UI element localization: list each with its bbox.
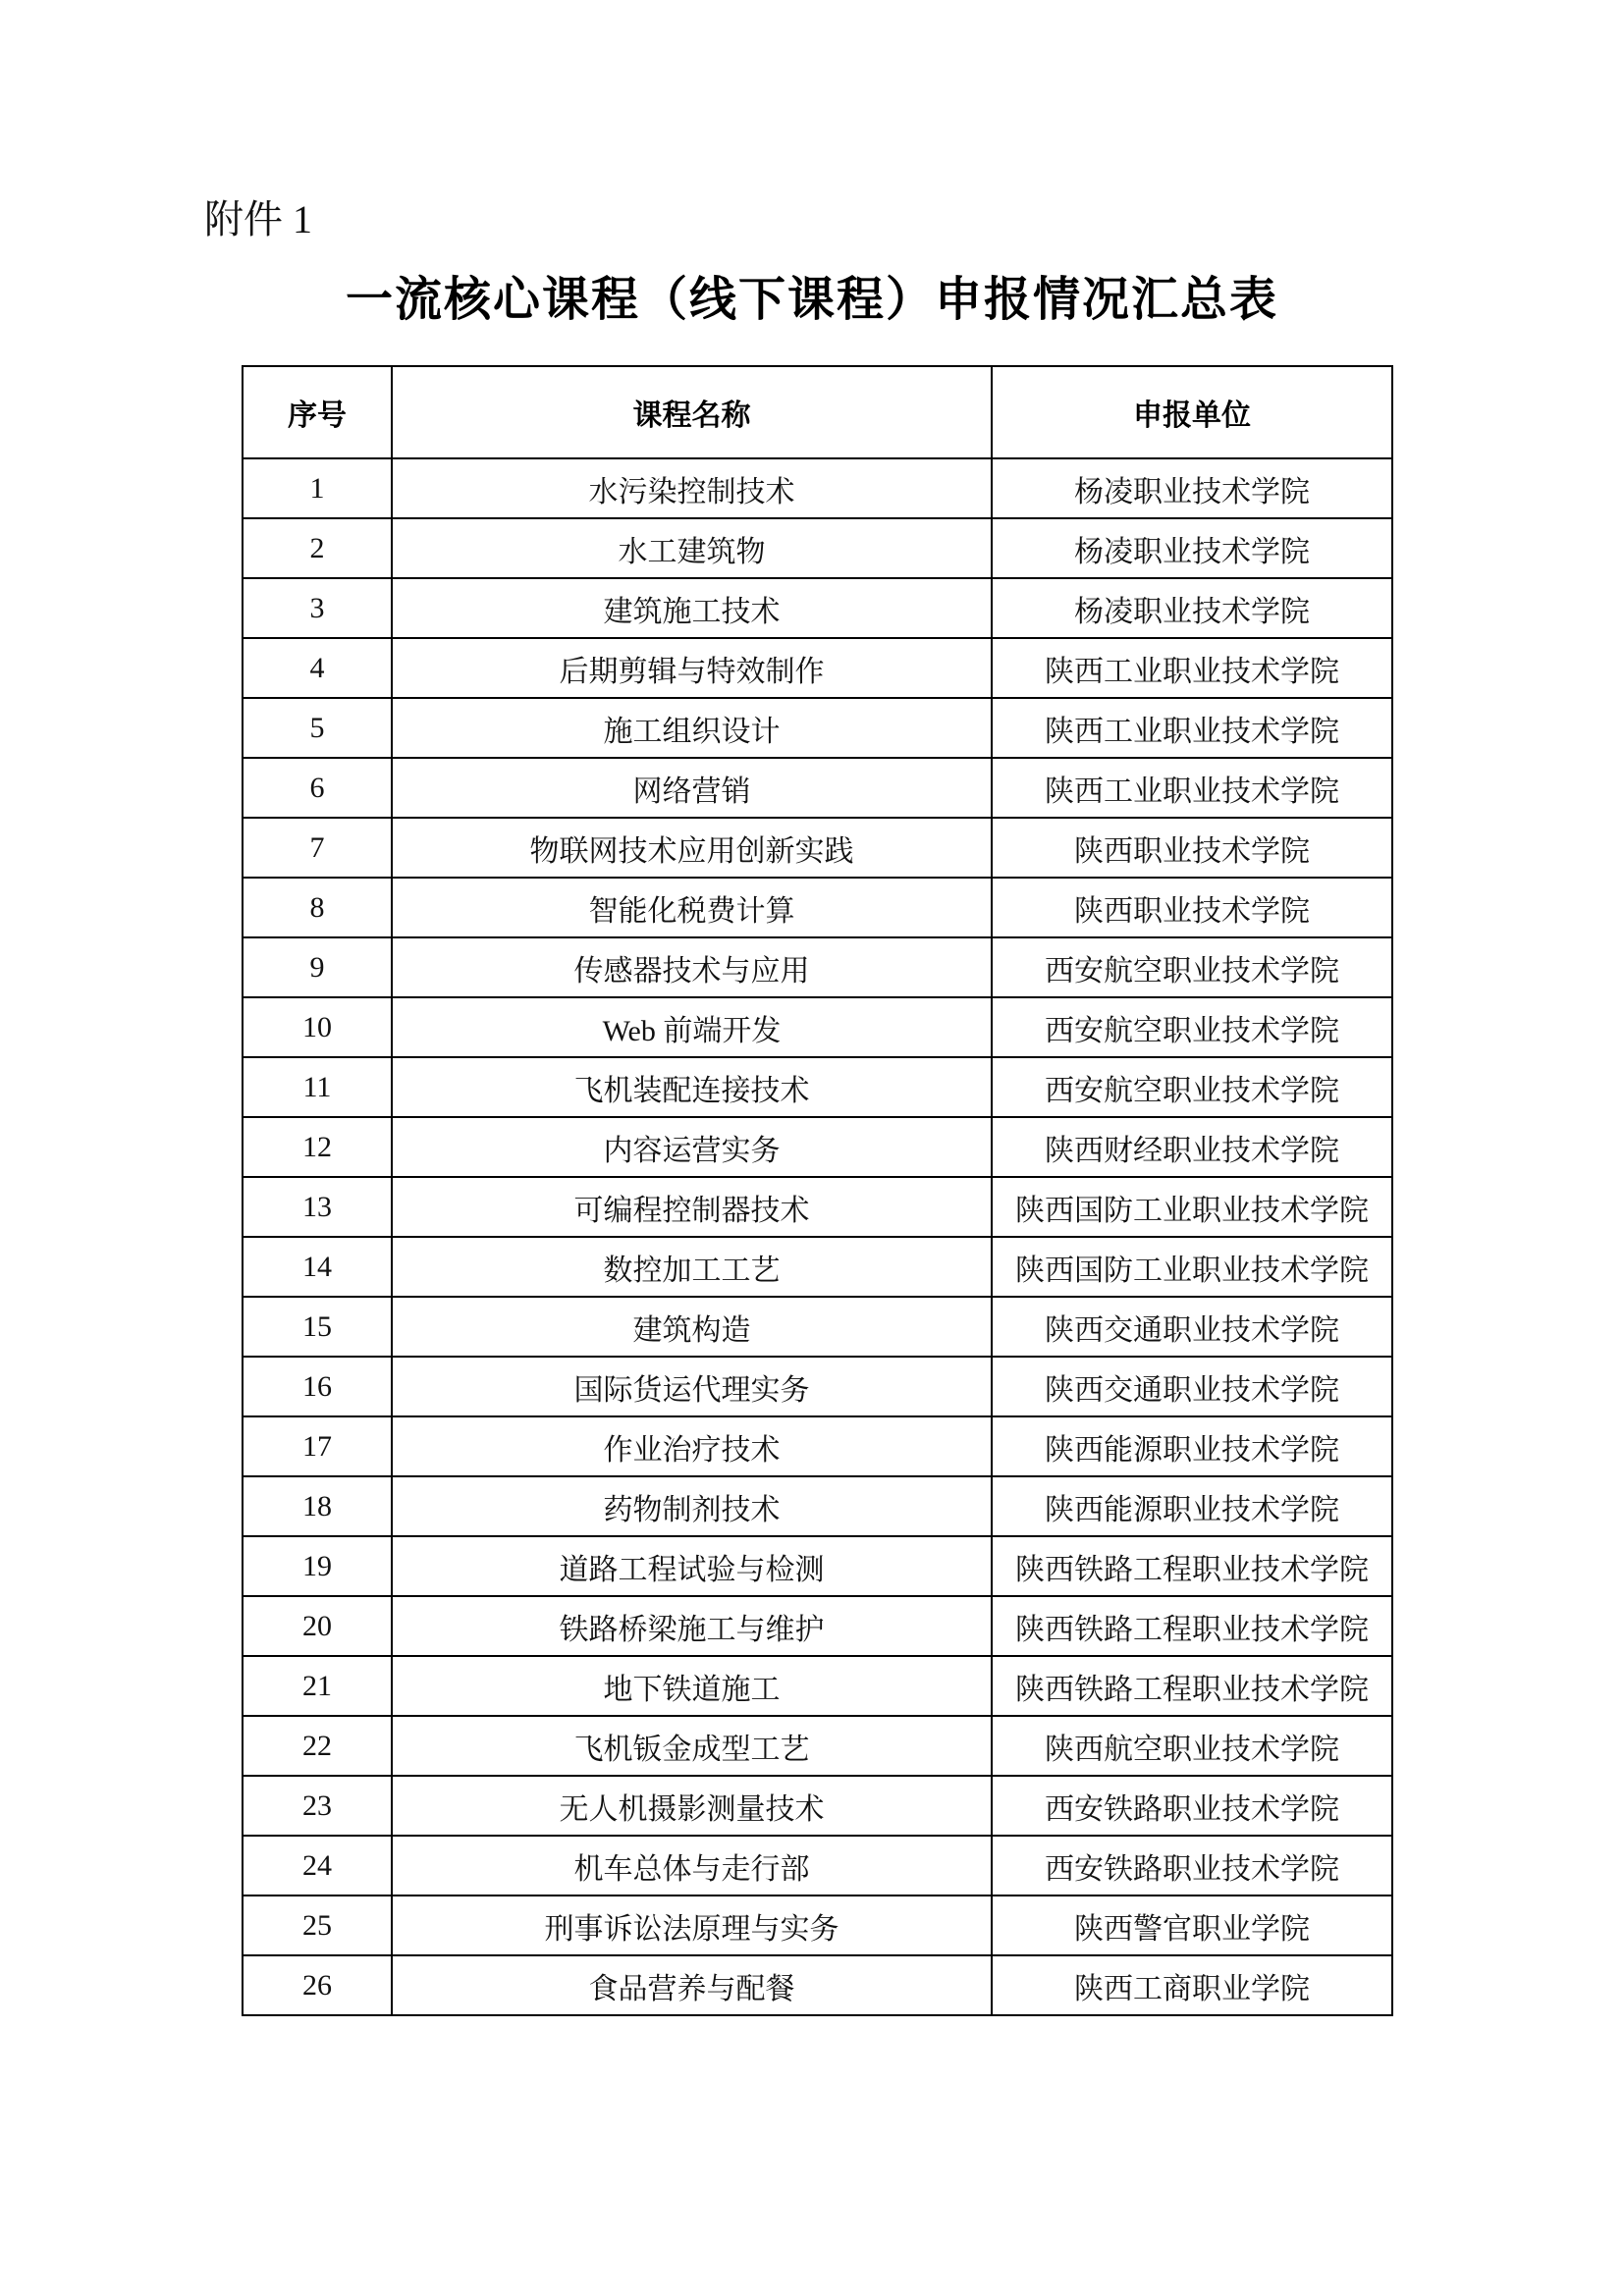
cell-course-name: 内容运营实务: [392, 1117, 992, 1177]
cell-applicant-unit: 西安航空职业技术学院: [992, 997, 1392, 1057]
cell-applicant-unit: 陕西工业职业技术学院: [992, 638, 1392, 698]
table-row: [243, 1117, 1392, 1177]
cell-applicant-unit: 陕西工业职业技术学院: [992, 758, 1392, 818]
column-header-index: 序号: [243, 366, 392, 458]
table-row: [243, 1776, 1392, 1836]
table-row: [243, 698, 1392, 758]
cell-applicant-unit: 陕西能源职业技术学院: [992, 1476, 1392, 1536]
cell-index: 1: [243, 458, 392, 518]
cell-index: 18: [243, 1476, 392, 1536]
table-body: [243, 458, 1392, 2015]
cell-index: 5: [243, 698, 392, 758]
cell-applicant-unit: 陕西交通职业技术学院: [992, 1357, 1392, 1416]
cell-index: 10: [243, 997, 392, 1057]
cell-applicant-unit: 陕西铁路工程职业技术学院: [992, 1656, 1392, 1716]
attachment-label: 附件 1: [204, 197, 312, 241]
cell-index: 24: [243, 1836, 392, 1896]
table-row: [243, 997, 1392, 1057]
cell-course-name: 铁路桥梁施工与维护: [392, 1596, 992, 1656]
cell-course-name: 建筑构造: [392, 1297, 992, 1357]
cell-index: 15: [243, 1297, 392, 1357]
cell-applicant-unit: 陕西铁路工程职业技术学院: [992, 1536, 1392, 1596]
cell-applicant-unit: 陕西警官职业学院: [992, 1896, 1392, 1955]
cell-course-name: 飞机钣金成型工艺: [392, 1716, 992, 1776]
cell-course-name: 建筑施工技术: [392, 578, 992, 638]
cell-applicant-unit: 西安航空职业技术学院: [992, 1057, 1392, 1117]
cell-course-name: 机车总体与走行部: [392, 1836, 992, 1896]
table-row: [243, 1297, 1392, 1357]
cell-course-name: 道路工程试验与检测: [392, 1536, 992, 1596]
cell-applicant-unit: 杨凌职业技术学院: [992, 458, 1392, 518]
table-row: [243, 578, 1392, 638]
cell-index: 22: [243, 1716, 392, 1776]
cell-applicant-unit: 西安铁路职业技术学院: [992, 1836, 1392, 1896]
cell-index: 17: [243, 1416, 392, 1476]
cell-course-name: 国际货运代理实务: [392, 1357, 992, 1416]
summary-table: [242, 365, 1393, 2016]
cell-course-name: 可编程控制器技术: [392, 1177, 992, 1237]
cell-applicant-unit: 陕西国防工业职业技术学院: [992, 1237, 1392, 1297]
cell-applicant-unit: 陕西工业职业技术学院: [992, 698, 1392, 758]
table-row: [243, 937, 1392, 997]
cell-applicant-unit: 杨凌职业技术学院: [992, 518, 1392, 578]
cell-applicant-unit: 陕西工商职业学院: [992, 1955, 1392, 2015]
cell-applicant-unit: 陕西能源职业技术学院: [992, 1416, 1392, 1476]
cell-index: 23: [243, 1776, 392, 1836]
cell-course-name: 网络营销: [392, 758, 992, 818]
cell-applicant-unit: 陕西职业技术学院: [992, 878, 1392, 937]
cell-course-name: 作业治疗技术: [392, 1416, 992, 1476]
cell-index: 12: [243, 1117, 392, 1177]
table-row: [243, 1536, 1392, 1596]
page-title: 一流核心课程（线下课程）申报情况汇总表: [345, 274, 1278, 326]
cell-index: 26: [243, 1955, 392, 2015]
cell-course-name: 施工组织设计: [392, 698, 992, 758]
cell-index: 8: [243, 878, 392, 937]
cell-course-name: Web 前端开发: [392, 997, 992, 1057]
table-row: [243, 458, 1392, 518]
cell-applicant-unit: 陕西财经职业技术学院: [992, 1117, 1392, 1177]
cell-applicant-unit: 陕西国防工业职业技术学院: [992, 1177, 1392, 1237]
table-row: [243, 1237, 1392, 1297]
cell-course-name: 药物制剂技术: [392, 1476, 992, 1536]
cell-course-name: 食品营养与配餐: [392, 1955, 992, 2015]
cell-course-name: 数控加工工艺: [392, 1237, 992, 1297]
cell-index: 25: [243, 1896, 392, 1955]
table-row: [243, 1955, 1392, 2015]
cell-index: 7: [243, 818, 392, 878]
table-row: [243, 1476, 1392, 1536]
column-header-course-name: 课程名称: [392, 366, 992, 458]
cell-index: 21: [243, 1656, 392, 1716]
cell-course-name: 智能化税费计算: [392, 878, 992, 937]
cell-index: 2: [243, 518, 392, 578]
cell-index: 16: [243, 1357, 392, 1416]
cell-index: 19: [243, 1536, 392, 1596]
cell-course-name: 传感器技术与应用: [392, 937, 992, 997]
cell-course-name: 后期剪辑与特效制作: [392, 638, 992, 698]
column-header-applicant-unit: 申报单位: [992, 366, 1392, 458]
table-row: [243, 1177, 1392, 1237]
table-header-row: [243, 366, 1392, 458]
cell-course-name: 水污染控制技术: [392, 458, 992, 518]
table-row: [243, 818, 1392, 878]
cell-course-name: 飞机装配连接技术: [392, 1057, 992, 1117]
cell-course-name: 地下铁道施工: [392, 1656, 992, 1716]
cell-index: 11: [243, 1057, 392, 1117]
cell-applicant-unit: 陕西航空职业技术学院: [992, 1716, 1392, 1776]
cell-applicant-unit: 西安航空职业技术学院: [992, 937, 1392, 997]
table-row: [243, 878, 1392, 937]
table-row: [243, 1357, 1392, 1416]
cell-course-name: 物联网技术应用创新实践: [392, 818, 992, 878]
table-row: [243, 638, 1392, 698]
cell-course-name: 水工建筑物: [392, 518, 992, 578]
cell-index: 14: [243, 1237, 392, 1297]
cell-index: 9: [243, 937, 392, 997]
cell-index: 4: [243, 638, 392, 698]
cell-index: 20: [243, 1596, 392, 1656]
cell-applicant-unit: 陕西交通职业技术学院: [992, 1297, 1392, 1357]
table-row: [243, 1596, 1392, 1656]
cell-applicant-unit: 西安铁路职业技术学院: [992, 1776, 1392, 1836]
table-row: [243, 1656, 1392, 1716]
table-row: [243, 1896, 1392, 1955]
cell-applicant-unit: 陕西职业技术学院: [992, 818, 1392, 878]
cell-course-name: 刑事诉讼法原理与实务: [392, 1896, 992, 1955]
table-row: [243, 1416, 1392, 1476]
cell-index: 6: [243, 758, 392, 818]
table-row: [243, 1716, 1392, 1776]
table-row: [243, 758, 1392, 818]
cell-course-name: 无人机摄影测量技术: [392, 1776, 992, 1836]
table-row: [243, 1057, 1392, 1117]
cell-index: 3: [243, 578, 392, 638]
cell-index: 13: [243, 1177, 392, 1237]
table-row: [243, 518, 1392, 578]
cell-applicant-unit: 陕西铁路工程职业技术学院: [992, 1596, 1392, 1656]
cell-applicant-unit: 杨凌职业技术学院: [992, 578, 1392, 638]
table-row: [243, 1836, 1392, 1896]
